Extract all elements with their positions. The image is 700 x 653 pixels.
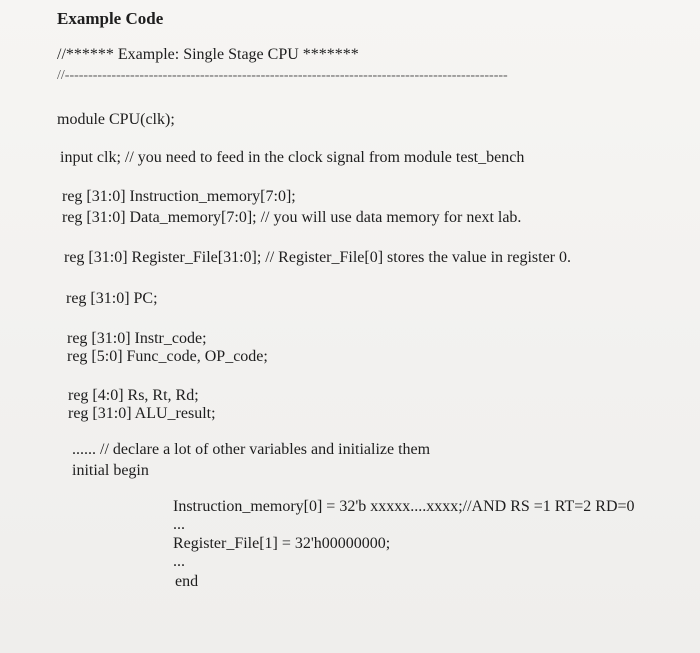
header-comment: //****** Example: Single Stage CPU ******* — [57, 46, 359, 63]
code-line-pc: reg [31:0] PC; — [66, 290, 158, 307]
code-line-end: end — [175, 573, 199, 590]
code-line-ellipsis-1: ... — [173, 516, 185, 533]
separator-comment: //----------------------------------------------------------------------------------------------- — [57, 68, 508, 83]
code-line-instr-code: reg [31:0] Instr_code; — [67, 330, 207, 347]
code-line-module: module CPU(clk); — [57, 111, 175, 128]
code-line-reg-assign: Register_File[1] = 32'h00000000; — [173, 535, 391, 552]
code-line-declare: ...... // declare a lot of other variables and initialize them — [72, 441, 431, 458]
code-line-ellipsis-2: ... — [173, 553, 185, 570]
code-line-data-mem: reg [31:0] Data_memory[7:0]; // you will use data memory for next lab. — [62, 209, 522, 226]
code-line-regfile: reg [31:0] Register_File[31:0]; // Register_File[0] stores the value in register 0. — [64, 249, 571, 266]
code-line-instr-assign: Instruction_memory[0] = 32'b xxxxx....xxxx;//AND RS =1 RT=2 RD=0 — [173, 498, 635, 515]
code-line-initial: initial begin — [72, 462, 149, 479]
code-line-alu-result: reg [31:0] ALU_result; — [68, 405, 216, 422]
code-line-rs-rt-rd: reg [4:0] Rs, Rt, Rd; — [68, 387, 199, 404]
code-line-instr-mem: reg [31:0] Instruction_memory[7:0]; — [62, 188, 296, 205]
code-line-input: input clk; // you need to feed in the clock signal from module test_bench — [60, 149, 525, 166]
page-title: Example Code — [57, 9, 164, 28]
code-line-func-code: reg [5:0] Func_code, OP_code; — [67, 348, 268, 365]
